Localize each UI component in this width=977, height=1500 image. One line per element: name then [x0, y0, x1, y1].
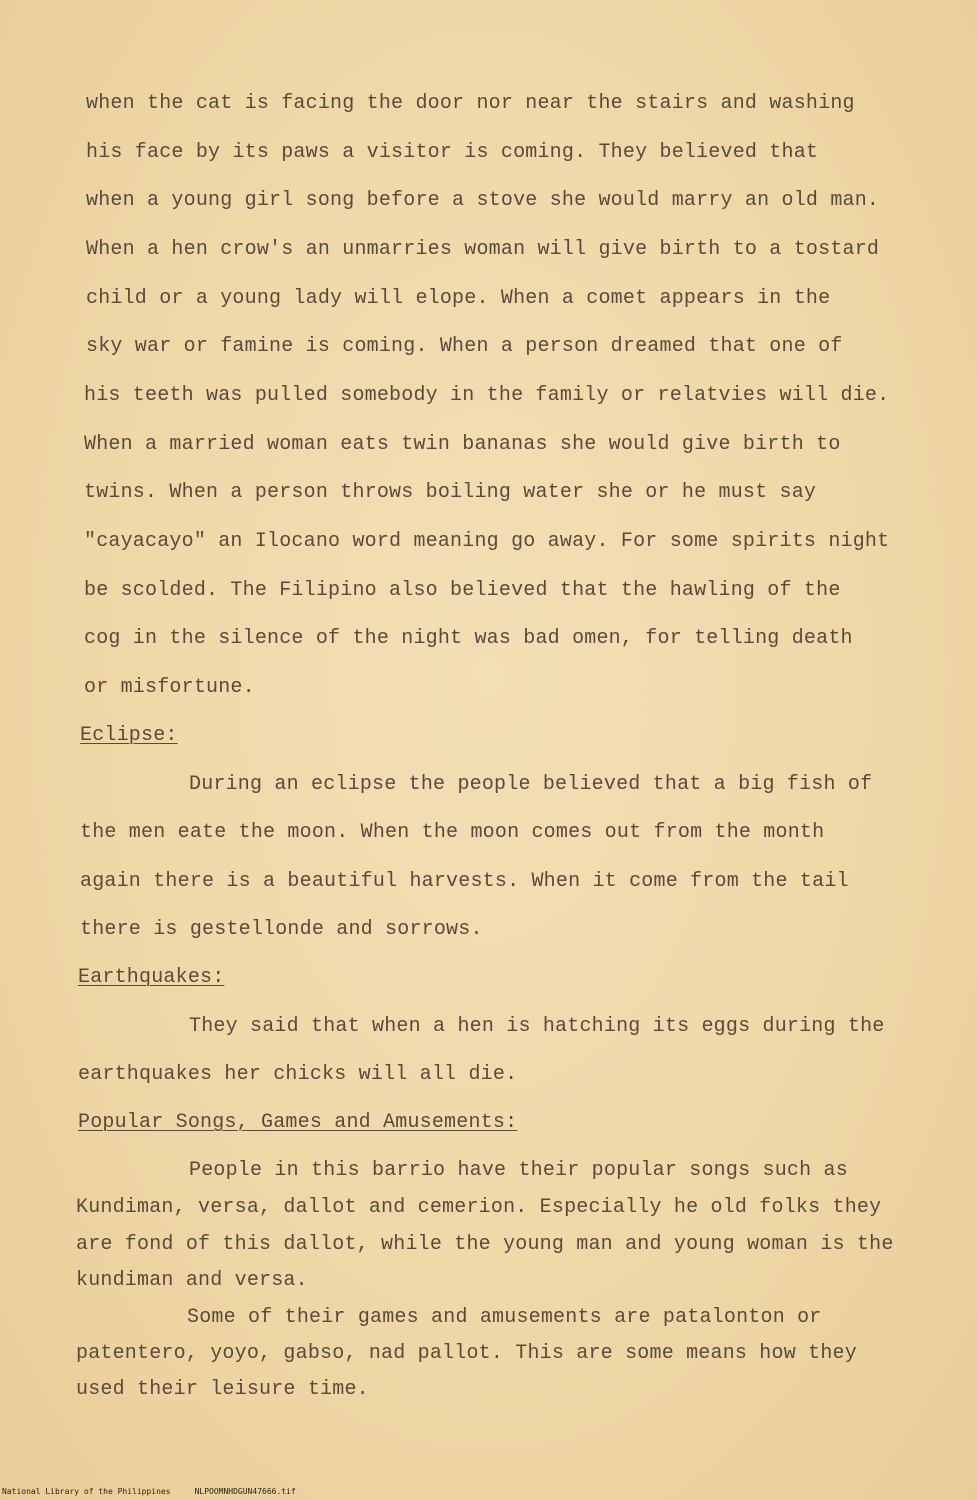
- text-line: patentero, yoyo, gabso, nad pallot. This are some means how they: [76, 1342, 857, 1365]
- text-line: sky war or famine is coming. When a person dreamed that one of: [86, 335, 843, 358]
- text-line: when the cat is facing the door nor near the stairs and washing: [86, 92, 855, 115]
- text-line: When a married woman eats twin bananas she would give birth to: [84, 433, 841, 456]
- footer-institution: National Library of the Philippines: [2, 1487, 171, 1496]
- text-line: twins. When a person throws boiling water she or he must say: [84, 481, 817, 504]
- text-line: the men eate the moon. When the moon comes out from the month: [80, 821, 825, 844]
- section-heading-eclipse: Eclipse:: [80, 724, 178, 747]
- text-line: child or a young lady will elope. When a comet appears in the: [86, 287, 831, 310]
- text-line: his face by its paws a visitor is coming. They believed that: [86, 141, 819, 164]
- text-line: They said that when a hen is hatching its eggs during the: [189, 1015, 885, 1038]
- text-line: cog in the silence of the night was bad omen, for telling death: [84, 627, 853, 650]
- text-line: Kundiman, versa, dallot and cemerion. Especially he old folks they: [76, 1196, 882, 1219]
- scan-footer: [2, 1487, 320, 1497]
- text-line: "cayacayo" an Ilocano word meaning go away. For some spirits night: [84, 530, 890, 553]
- text-line: when a young girl song before a stove she would marry an old man.: [86, 189, 880, 212]
- text-line: During an eclipse the people believed that a big fish of: [189, 773, 873, 796]
- text-line: kundiman and versa.: [76, 1269, 308, 1292]
- text-line: People in this barrio have their popular songs such as: [189, 1159, 848, 1182]
- section-heading-songs: Popular Songs, Games and Amusements:: [78, 1111, 518, 1134]
- text-line: again there is a beautiful harvests. When it come from the tail: [80, 870, 849, 893]
- text-line: When a hen crow's an unmarries woman will give birth to a tostard: [86, 238, 880, 261]
- text-line: or misfortune.: [84, 676, 255, 699]
- text-line: earthquakes her chicks will all die.: [78, 1063, 518, 1086]
- text-line: there is gestellonde and sorrows.: [80, 918, 483, 941]
- footer-filename: NLPOOMNHDGUN47666.tif: [194, 1487, 296, 1496]
- text-line: Some of their games and amusements are patalonton or: [187, 1306, 822, 1329]
- text-line: used their leisure time.: [76, 1378, 369, 1401]
- text-line: be scolded. The Filipino also believed that the hawling of the: [84, 579, 841, 602]
- text-line: his teeth was pulled somebody in the family or relatvies will die.: [84, 384, 890, 407]
- text-line: are fond of this dallot, while the young man and young woman is the: [76, 1233, 894, 1256]
- section-heading-earthquakes: Earthquakes:: [78, 966, 225, 989]
